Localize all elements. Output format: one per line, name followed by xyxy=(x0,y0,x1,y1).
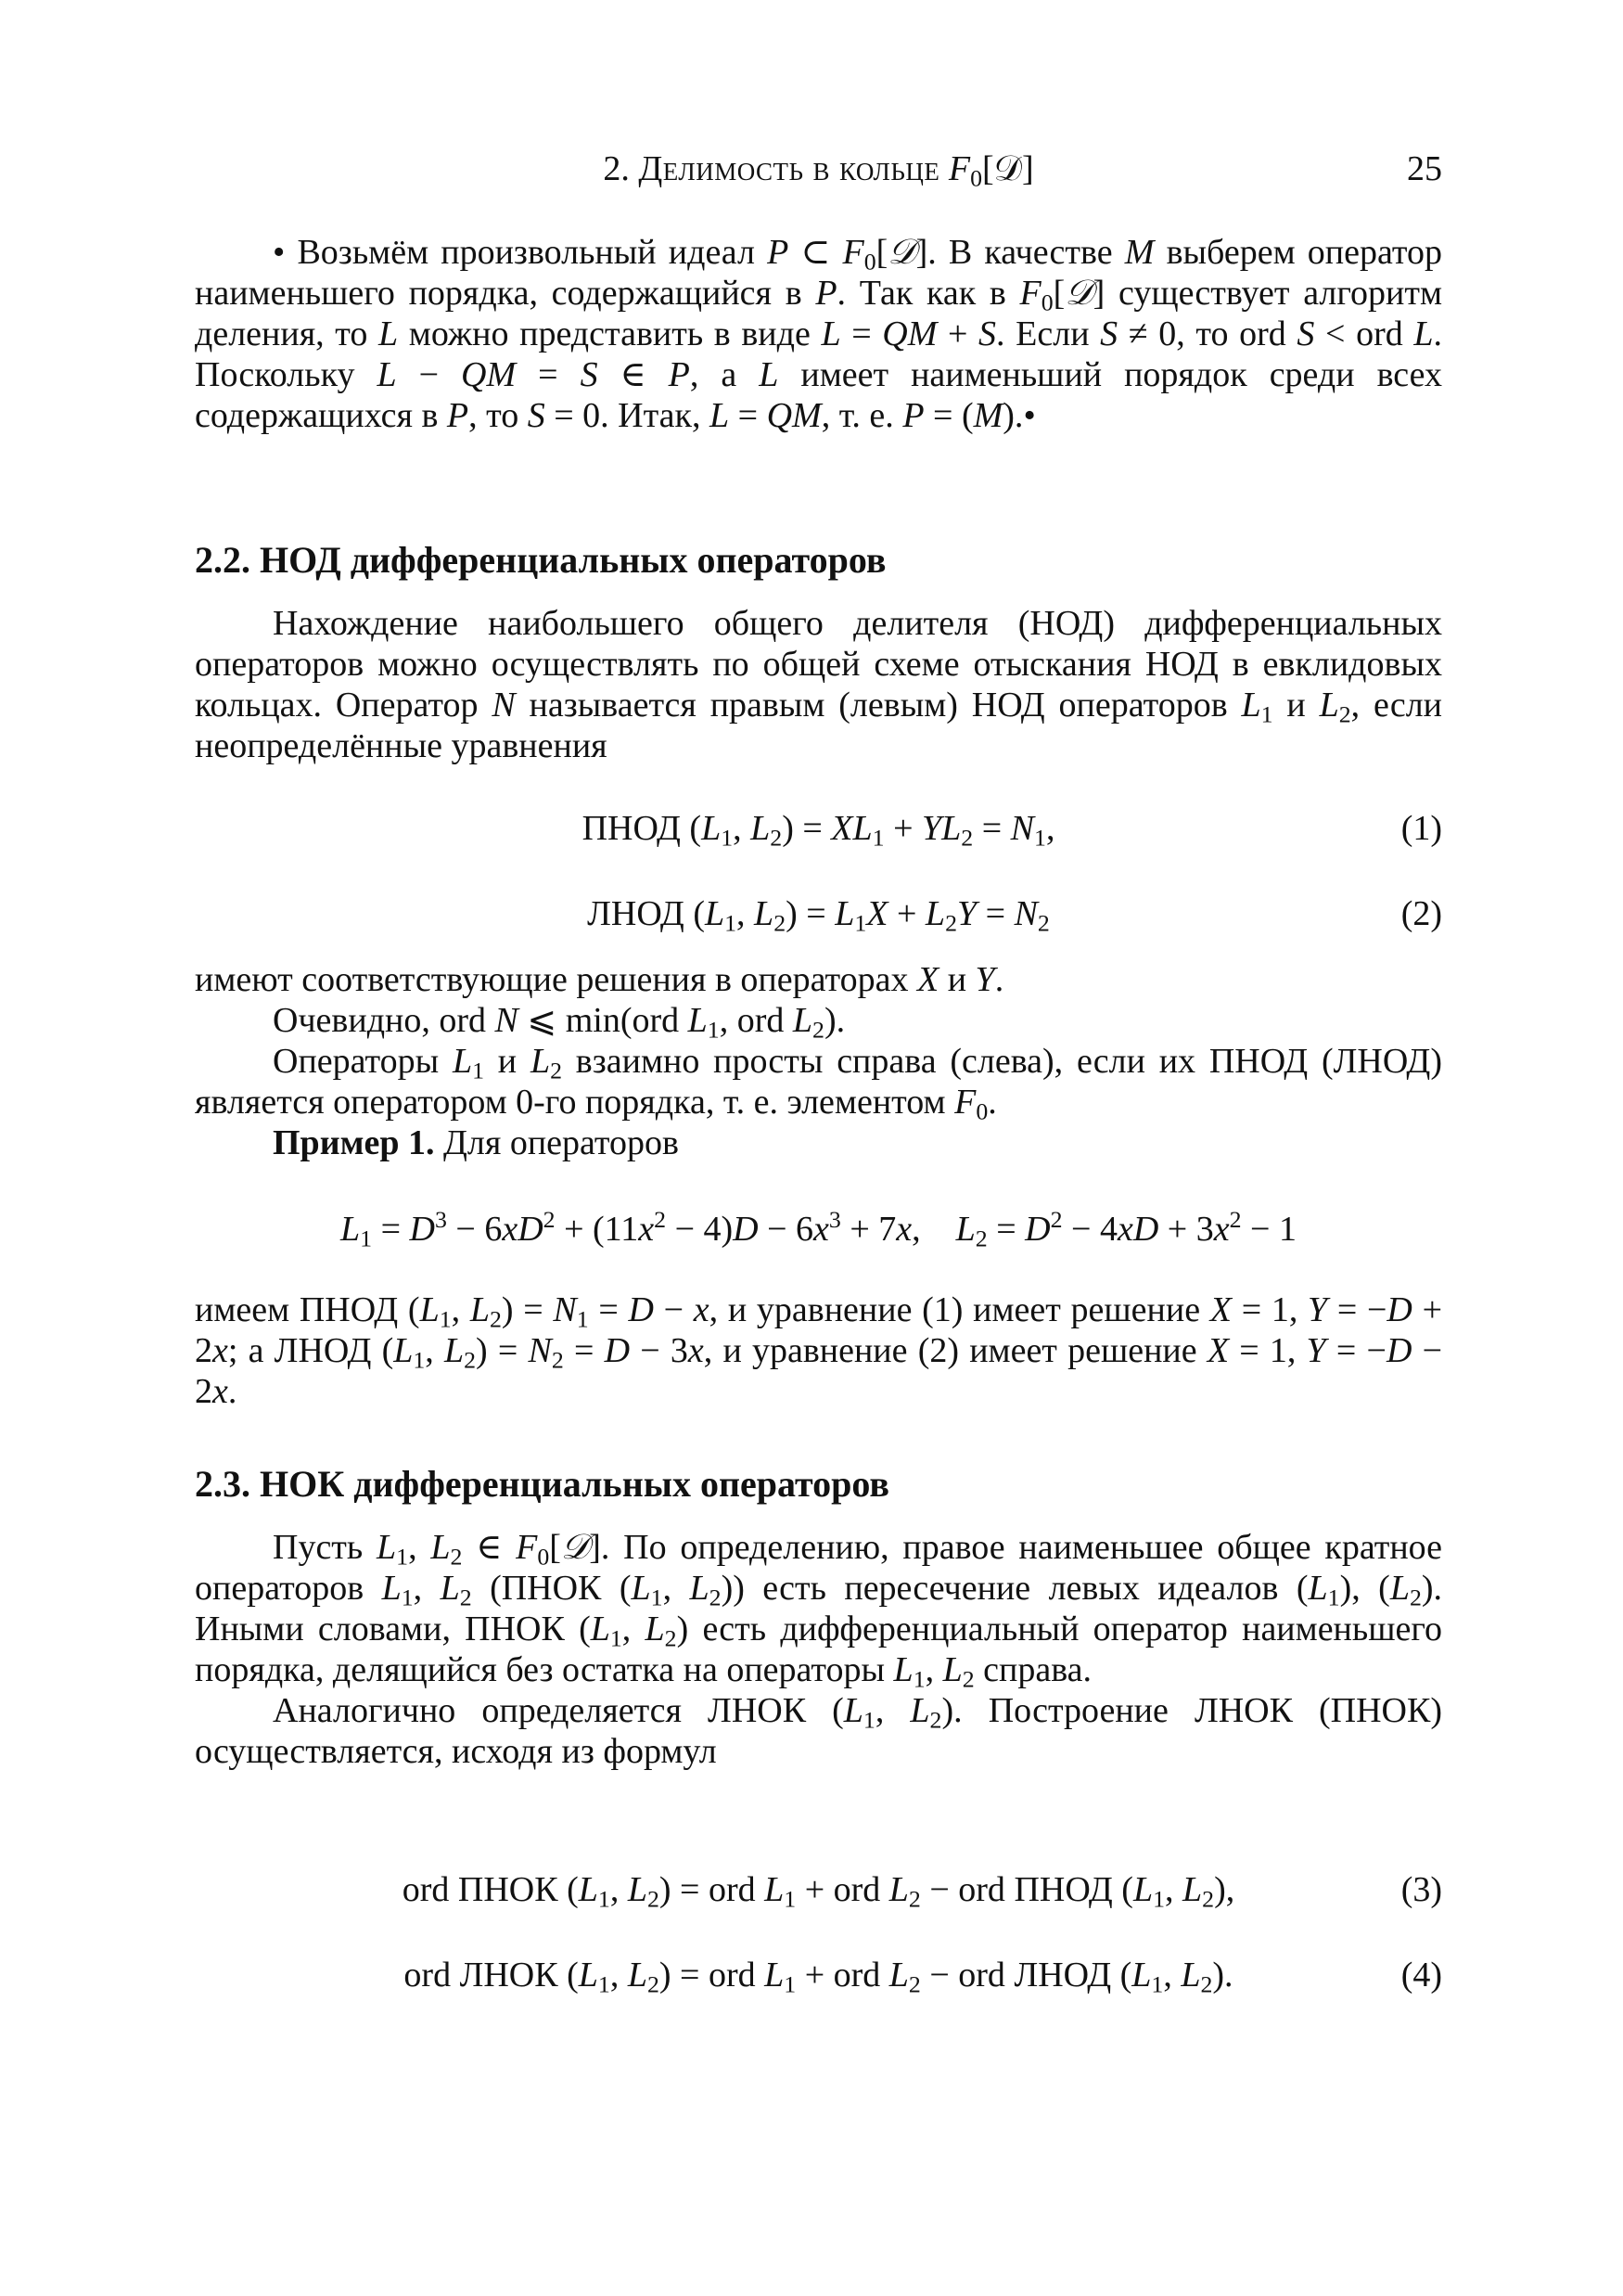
equation-4-number: (4) xyxy=(1400,1956,1442,1995)
equation-3: ord ПНОК ($L_1$, $L_2$) = ord $L_1$ + ord $L_2$ − ord ПНОД ($L_1$, $L_2$), (3) xyxy=(195,1866,1442,1913)
equation-2: ЛНОД ($L_1$, $L_2) = L_1X + L_2Y = N_2$ (2) xyxy=(195,891,1442,937)
proof-paragraph: • Возьмём произвольный идеал P ⊂ $F_0[𝒟]$. В качестве M выберем оператор наименьшего порядка, содержащийся в P. Так как в $F_0[𝒟]$ существует алгоритм деления, то L можно представить в виде L = QM + S. Если S ≠ 0, то ord S < ord L. Поскольку L − QM = S ∈ P, а L имеет наименьший порядок среди всех содержащихся в P, то S = 0. Итак, L = QM, т. е. P = (M).• xyxy=(195,233,1443,435)
page-number: 25 xyxy=(1407,149,1442,188)
section-2-3-text: Пусть $L_1$, $L_2$ ∈ $F_0[𝒟]$. По определению, правое наименьшее общее кратное операторов $L_1$, $L_2$ (ПНОК ($L_1$, $L_2$)) есть пересечение левых идеалов $(L_1)$, $(L_2)$. Иными словами, ПНОК ($L_1$, $L_2$) есть дифференциальный оператор наименьшего порядка, делящийся без остатка на операторы $L_1$, $L_2$ справа. Аналогично определяется ЛНОК ($L_1$, $L_2$). Построение ЛНОК (ПНОК) осуществляется, исходя из формул xyxy=(195,1528,1443,1771)
section-2-3-heading: 2.3. НОК дифференциальных операторов xyxy=(195,1463,889,1505)
section-2-2-intro: Нахождение наибольшего общего делителя (НОД) дифференциальных операторов можно осуществлять по общей схеме отыскания НОД в евклидовых кольцах. Оператор N называется правым (левым) НОД операторов $L_1$ и $L_2$, если неопределённые уравнения xyxy=(195,604,1442,765)
example-result: имеем ПНОД ($L_1$, $L_2) = N_1 = D - x$, и уравнение (1) имеет решение X = 1, Y = −D + 2x; а ЛНОД ($L_1$, $L_2) = N_2 = D - 3x$, и уравнение (2) имеет решение X = 1, Y = −D − 2x. xyxy=(195,1290,1443,1411)
equation-2-number: (2) xyxy=(1400,894,1442,933)
section-2-2-heading: 2.2. НОД дифференциальных операторов xyxy=(195,539,887,581)
proof-block xyxy=(195,232,1442,436)
running-title: 2. Делимость в кольце $F_0[𝒟]$ xyxy=(603,149,1034,192)
running-header xyxy=(195,148,1442,204)
equation-1: ПНОД ($L_1$, $L_2) = XL_1 + YL_2 = N_1$, (1) xyxy=(195,805,1442,852)
example-label: Пример 1. xyxy=(273,1123,435,1162)
section-title: Делимость в кольце xyxy=(638,149,940,188)
example-operators: $L_1 = D^3 - 6xD^2 + (11x^2 - 4)D - 6x^3 + 7x$, $L_2 = D^2 - 4xD + 3x^2 - 1$ xyxy=(340,1205,1297,1252)
section-2-2-after: имеют соответствующие решения в операторах X и Y. Очевидно, ord N ⩽ min(ord $L_1$, ord $L_2$). Операторы $L_1$ и $L_2$ взаимно просты справа (слева), если их ПНОД (ЛНОД) является оператором 0-го порядка, т. е. элементом $F_0$. Пример 1. Для операторов xyxy=(195,960,1442,1162)
equation-4: ord ЛНОК ($L_1$, $L_2$) = ord $L_1$ + ord $L_2$ − ord ЛНОД ($L_1$, $L_2$). (4) xyxy=(195,1952,1442,1998)
equation-3-number: (3) xyxy=(1400,1870,1442,1909)
equation-1-number: (1) xyxy=(1400,809,1442,848)
